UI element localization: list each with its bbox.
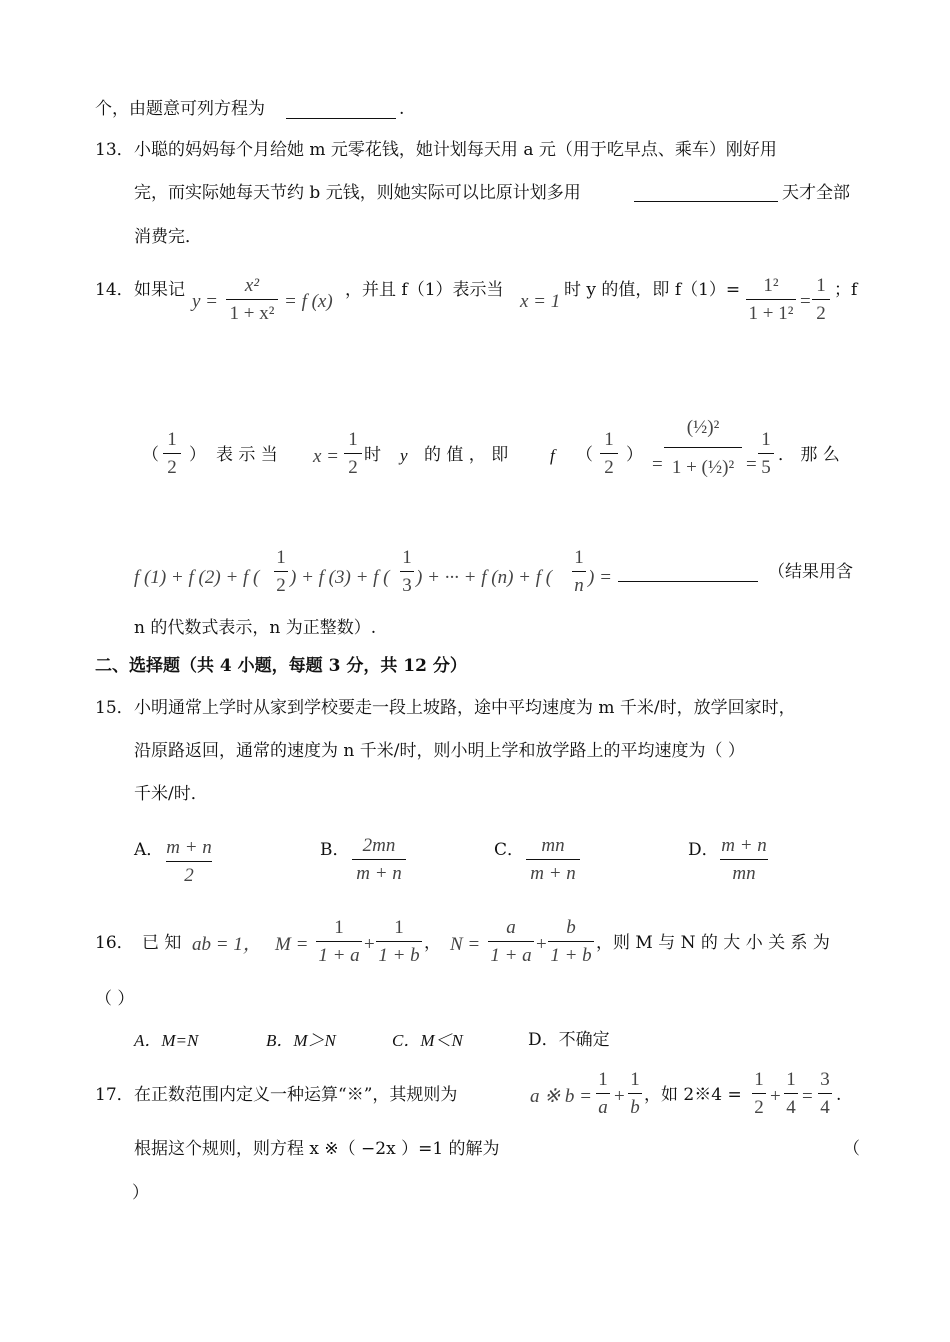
q14-eq-1: = bbox=[800, 291, 811, 312]
q17-ex-period: . bbox=[836, 1085, 842, 1105]
q14-line2-close-2: ） bbox=[626, 445, 643, 465]
q17-rule-frac-a-den: a bbox=[598, 1097, 608, 1118]
q15-option-b-fraction bbox=[352, 836, 406, 883]
q15-option-b-label: B． bbox=[320, 840, 350, 860]
q15-option-b-num: 2mn bbox=[362, 835, 396, 856]
q17-rule-frac-b-den: b bbox=[630, 1097, 640, 1118]
q15-option-b-den: m + n bbox=[356, 863, 402, 884]
q13-line1: 小聪的妈妈每个月给她 m 元零花钱，她计划每天用 a 元（用于吃早点、乘车）刚好用 bbox=[134, 140, 777, 160]
q16-N-plus: + bbox=[536, 934, 547, 955]
q14-line2-text-2: 时 bbox=[364, 445, 381, 465]
q17-ex-frac-1-den: 2 bbox=[754, 1097, 764, 1118]
q13-line3: 消费完． bbox=[134, 227, 202, 247]
q14-sum-half bbox=[274, 548, 288, 595]
q16-option-c: C．M＜N bbox=[392, 1031, 463, 1050]
q16-N-frac-a-den: 1 + a bbox=[490, 945, 532, 966]
q14-fhalf-den: 1 + (½)² bbox=[671, 457, 735, 478]
section2-title: 二、选择题（共 4 小题，每题 3 分，共 12 分） bbox=[95, 656, 467, 676]
q15-line3: 千米/时． bbox=[134, 784, 208, 804]
q14-sum-half-den: 2 bbox=[276, 575, 286, 596]
q14-f1-den: 1 + 1² bbox=[748, 303, 794, 324]
q14-sum-half-num: 1 bbox=[276, 547, 286, 568]
q14-f1-fraction bbox=[746, 276, 796, 323]
q14-line2-text-3: 的 值 ， 即 bbox=[424, 445, 509, 465]
q14-line2-text-4: ． 那 么 bbox=[778, 445, 840, 465]
q14-sum-third-num: 1 bbox=[402, 547, 412, 568]
q17-text-2: ，如 2※4 = bbox=[644, 1085, 742, 1105]
q14-line4: n 的代数式表示，n 为正整数）. bbox=[134, 618, 377, 638]
q14-line2-f: f bbox=[550, 446, 555, 465]
q17-ex-plus: + bbox=[770, 1086, 781, 1107]
q16-N-frac-a-num: a bbox=[506, 917, 516, 938]
q16-M-frac-a-den: 1 + a bbox=[318, 945, 360, 966]
q16-N: N = bbox=[450, 934, 481, 955]
q14-sum-a: f (1) + f (2) + f ( bbox=[134, 567, 260, 588]
q16-M: M = bbox=[275, 934, 309, 955]
q14-answer-blank bbox=[618, 581, 758, 582]
q14-sum-b: ) + f (3) + f ( bbox=[290, 567, 390, 588]
q14-def-rhs: = f (x) bbox=[284, 291, 333, 312]
q14-def-fraction bbox=[226, 276, 278, 323]
q14-def-den: 1 + x² bbox=[229, 303, 275, 324]
q14-line2-half-3-num: 1 bbox=[604, 429, 614, 450]
q17-ex-frac-2 bbox=[784, 1070, 798, 1117]
q14-sum-third-den: 3 bbox=[402, 575, 412, 596]
q14-number: 14． bbox=[95, 280, 134, 300]
q16-text-2: ，则 M 与 N 的 大 小 关 系 为 bbox=[596, 933, 830, 953]
q14-line2-half-2 bbox=[344, 430, 362, 477]
q14-half-fraction bbox=[812, 276, 830, 323]
q14-text-1: 如果记 bbox=[134, 280, 185, 300]
q14-fifth-num: 1 bbox=[761, 429, 771, 450]
q14-sum-1n-num: 1 bbox=[574, 547, 584, 568]
q14-f1-num: 1² bbox=[763, 275, 779, 296]
q17-ex-frac-3-num: 3 bbox=[820, 1069, 830, 1090]
q14-line2-close-1: ） bbox=[189, 445, 206, 465]
q14-line2-open-2: （ bbox=[576, 445, 593, 465]
q12-period: . bbox=[399, 99, 405, 119]
q13-line2-b: 天才全部 bbox=[782, 183, 850, 203]
q15-option-c-num: mn bbox=[541, 835, 565, 856]
q16-number: 16． bbox=[95, 933, 134, 953]
q15-option-c-fraction bbox=[526, 836, 580, 883]
q16-N-frac-a bbox=[488, 918, 534, 965]
q17-rule-frac-b bbox=[628, 1070, 642, 1117]
q17-line2: 根据这个规则，则方程 x ※（ −2x ）=1 的解为 bbox=[134, 1139, 500, 1159]
q17-ex-frac-1 bbox=[752, 1070, 766, 1117]
q16-M-plus: + bbox=[364, 934, 375, 955]
q14-text-3: 时 y 的值，即 f（1）= bbox=[564, 280, 741, 300]
q17-ex-frac-3 bbox=[818, 1070, 832, 1117]
q14-line2-eq-2: = bbox=[746, 454, 757, 475]
q17-text-1: 在正数范围内定义一种运算“※”，其规则为 bbox=[134, 1085, 458, 1105]
q17-rule-frac-b-num: 1 bbox=[630, 1069, 640, 1090]
q16-M-frac-a bbox=[316, 918, 362, 965]
q14-sum-c: ) + ··· + f (n) + f ( bbox=[416, 567, 553, 588]
q15-option-d-den: mn bbox=[732, 863, 756, 884]
q15-number: 15． bbox=[95, 698, 134, 718]
q14-line2-half-1-den: 2 bbox=[167, 457, 177, 478]
q14-line2-half-1-num: 1 bbox=[167, 429, 177, 450]
q12-tail-text: 个，由题意可列方程为 bbox=[95, 99, 265, 119]
q15-option-d-num: m + n bbox=[721, 835, 767, 856]
q14-half-num: 1 bbox=[816, 275, 826, 296]
q14-fifth-den: 5 bbox=[761, 457, 771, 478]
q14-text-2: ，并且 f（1）表示当 bbox=[345, 280, 504, 300]
q14-line2-y: y bbox=[400, 446, 408, 465]
q14-sum-third bbox=[400, 548, 414, 595]
q13-answer-blank bbox=[634, 201, 778, 202]
q17-ex-frac-2-num: 1 bbox=[786, 1069, 796, 1090]
q14-line2-half-3 bbox=[600, 430, 618, 477]
q17-paren-close: ） bbox=[132, 1183, 149, 1203]
q16-M-frac-a-num: 1 bbox=[334, 917, 344, 938]
q14-sum-d: ) = bbox=[588, 567, 612, 588]
q15-line2: 沿原路返回，通常的速度为 n 千米/时，则小明上学和放学路上的平均速度为（ ） bbox=[134, 741, 745, 761]
q17-rule-frac-a-num: 1 bbox=[598, 1069, 608, 1090]
q15-option-d-fraction bbox=[720, 836, 768, 883]
q17-number: 17． bbox=[95, 1085, 134, 1105]
q15-option-a-den: 2 bbox=[184, 865, 194, 886]
q14-line2-eq: = bbox=[652, 454, 663, 475]
q14-line2-half-2-den: 2 bbox=[348, 457, 358, 478]
q14-line2-x-eq: x = bbox=[313, 446, 340, 467]
q16-option-d: D．不确定 bbox=[528, 1030, 610, 1050]
q14-fhalf-fraction bbox=[664, 418, 742, 477]
q17-ex-frac-3-den: 4 bbox=[820, 1097, 830, 1118]
q14-line2-half-1 bbox=[163, 430, 181, 477]
q15-option-a-num: m + n bbox=[166, 837, 212, 858]
q14-def-lhs: y = bbox=[192, 291, 219, 312]
q14-fhalf-num: (½)² bbox=[686, 417, 720, 438]
q17-ex-frac-2-den: 4 bbox=[786, 1097, 796, 1118]
q14-sum-1n bbox=[572, 548, 586, 595]
q17-rule: a ※ b = bbox=[530, 1086, 592, 1107]
q15-option-a-fraction bbox=[166, 838, 212, 885]
q16-M-frac-b bbox=[376, 918, 422, 965]
q16-M-frac-b-num: 1 bbox=[394, 917, 404, 938]
q14-fifth-fraction bbox=[758, 430, 774, 477]
q15-option-c-den: m + n bbox=[530, 863, 576, 884]
q16-comma: ， bbox=[424, 933, 441, 953]
q14-text-4: ；f bbox=[834, 280, 858, 300]
q16-text-1: 已 知 bbox=[142, 933, 182, 953]
q17-ex-eq: = bbox=[802, 1086, 813, 1107]
q14-line2-text-1: 表 示 当 bbox=[216, 445, 278, 465]
q13-number: 13． bbox=[95, 140, 134, 160]
q17-rule-frac-a bbox=[596, 1070, 610, 1117]
q17-rule-plus: + bbox=[614, 1086, 625, 1107]
q13-line2-a: 完，而实际她每天节约 b 元钱，则她实际可以比原计划多用 bbox=[134, 183, 581, 203]
q15-option-d-label: D． bbox=[688, 840, 719, 860]
q16-N-frac-b-num: b bbox=[566, 917, 576, 938]
q15-option-c-label: C． bbox=[494, 840, 525, 860]
q16-paren: （ ） bbox=[95, 989, 135, 1009]
q14-def-num: x² bbox=[244, 275, 260, 296]
q12-answer-blank bbox=[286, 118, 396, 119]
q14-line2-half-2-num: 1 bbox=[348, 429, 358, 450]
q17-paren-open: （ bbox=[843, 1139, 860, 1159]
q14-line3-tail: （结果用含 bbox=[768, 562, 853, 582]
q17-ex-frac-1-num: 1 bbox=[754, 1069, 764, 1090]
q16-N-frac-b bbox=[548, 918, 594, 965]
q16-ab: ab = 1， bbox=[192, 934, 262, 955]
q16-M-frac-b-den: 1 + b bbox=[378, 945, 420, 966]
q16-option-b: B．M＞N bbox=[266, 1031, 336, 1050]
q14-half-den: 2 bbox=[816, 303, 826, 324]
q16-N-frac-b-den: 1 + b bbox=[550, 945, 592, 966]
q16-option-a: A．M=N bbox=[134, 1031, 199, 1050]
q15-option-a-label: A． bbox=[134, 840, 164, 860]
q14-line2-open: （ bbox=[142, 445, 159, 465]
q14-sum-1n-den: n bbox=[574, 575, 584, 596]
q14-x-eq-1: x = 1 bbox=[520, 291, 561, 312]
q14-line2-half-3-den: 2 bbox=[604, 457, 614, 478]
q15-line1: 小明通常上学时从家到学校要走一段上坡路，途中平均速度为 m 千米/时，放学回家时， bbox=[134, 698, 796, 718]
